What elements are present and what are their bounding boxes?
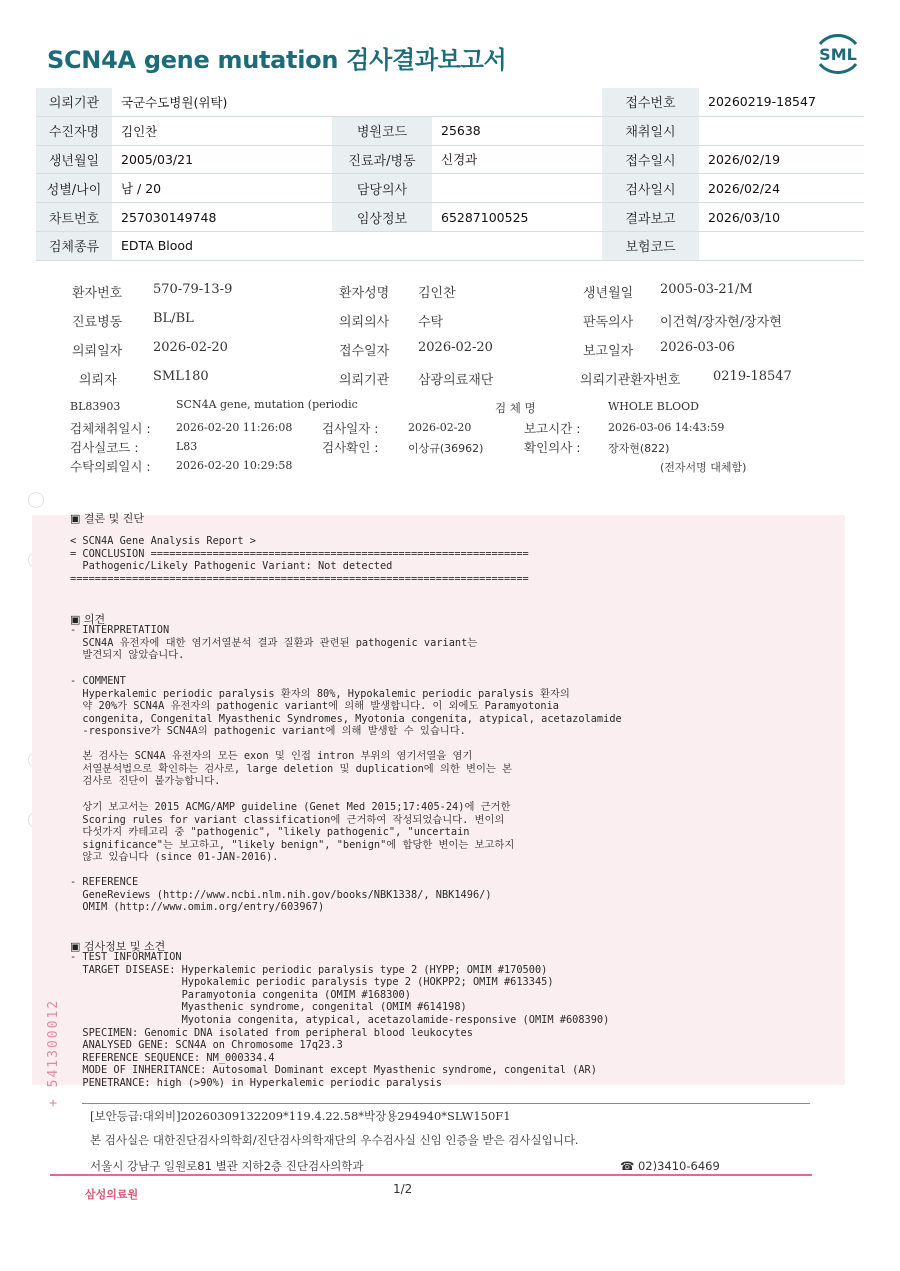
- header-row: [36, 203, 864, 232]
- report-line: - COMMENT: [70, 675, 126, 687]
- header-value: 2026/03/10: [699, 203, 864, 231]
- comment-method-block: [70, 750, 512, 788]
- report-line: SPECIMEN: Genomic DNA isolated from peripheral blood leukocytes: [70, 1026, 473, 1039]
- sample-value: 장자현(822): [608, 442, 670, 455]
- header-value: 국군수도병원(위탁): [112, 88, 602, 116]
- header-row: [36, 232, 864, 261]
- header-row: [36, 146, 864, 175]
- patient-value: 2005-03-21/M: [660, 282, 753, 297]
- report-line: Pathogenic/Likely Pathogenic Variant: Not detected: [70, 560, 393, 573]
- header-label: 차트번호: [36, 203, 112, 231]
- footer-brand: 삼성의료원: [85, 1188, 139, 1201]
- patient-label: 환자성명: [339, 286, 390, 301]
- section-heading: ▣ 결론 및 진단: [70, 512, 145, 525]
- report-line: Myasthenic syndrome, congenital (OMIM #614198): [70, 1001, 467, 1014]
- report-line: TARGET DISEASE: Hyperkalemic periodic paralysis type 2 (HYPP; OMIM #170500): [70, 963, 548, 976]
- report-line: Paramyotonia congenita (OMIM #168300): [70, 988, 411, 1001]
- patient-label: 보고일자: [583, 344, 634, 359]
- test-name: SCN4A gene, mutation (periodic: [176, 398, 358, 411]
- patient-label: 의뢰기관: [339, 373, 390, 388]
- header-table: [36, 88, 864, 261]
- report-line: - TEST INFORMATION: [70, 951, 182, 963]
- patient-value: 570-79-13-9: [153, 282, 233, 297]
- specimen-value: WHOLE BLOOD: [608, 400, 699, 413]
- report-line: ANALYSED GENE: SCN4A on Chromosome 17q23.3: [70, 1039, 343, 1052]
- section-heading: ▣ 검사정보 및 소견: [70, 940, 166, 953]
- patient-value: 2026-03-06: [660, 340, 735, 355]
- report-line: SCN4A 유전자에 대한 염기서열분석 결과 질환과 관련된 pathogenic variant는: [70, 636, 478, 649]
- sample-value: 2026-02-20: [408, 421, 472, 434]
- sample-value: 2026-02-20 10:29:58: [176, 459, 293, 472]
- sample-label: 검체채취일시 :: [70, 421, 151, 436]
- report-line: 상기 보고서는 2015 ACMG/AMP guideline (Genet Med 2015;17:405-24)에 근거한: [70, 801, 511, 813]
- header-value: 20260219-18547: [699, 88, 864, 116]
- punch-hole: [28, 492, 44, 508]
- header-label: 채취일시: [602, 117, 699, 145]
- comment-guideline-block: [70, 801, 514, 864]
- report-line: - INTERPRETATION: [70, 624, 170, 636]
- report-line: MODE OF INHERITANCE: Autosomal Dominant except Myasthenic syndrome, congenital (AR): [70, 1064, 597, 1077]
- header-value: EDTA Blood: [112, 232, 602, 260]
- patient-value: 0219-18547: [713, 369, 792, 384]
- header-row: [36, 88, 864, 117]
- header-value: 2026/02/24: [699, 174, 864, 202]
- header-value: [699, 232, 864, 260]
- header-label: 검체종류: [36, 232, 112, 260]
- report-line: 다섯가지 카테고리 중 "pathogenic", "likely pathogenic", "uncertain: [70, 826, 470, 839]
- sample-value: 2026-03-06 14:43:59: [608, 421, 725, 434]
- patient-label: 환자번호: [72, 286, 123, 301]
- side-serial-number: + 541300012: [46, 998, 61, 1107]
- report-line: 발견되지 않았습니다.: [70, 649, 185, 662]
- patient-label: 의뢰자: [79, 373, 117, 388]
- conclusion-block: [70, 535, 529, 585]
- section-heading: ▣ 의견: [70, 613, 106, 626]
- report-line: 검사로 진단이 불가능합니다.: [70, 775, 221, 788]
- patient-label: 진료병동: [72, 315, 123, 330]
- interpretation-block: [70, 624, 477, 662]
- reference-block: [70, 876, 492, 914]
- header-label: 진료과/병동: [332, 146, 432, 174]
- report-line: Scoring rules for variant classification에 근거하여 작성되었습니다. 변이의: [70, 813, 505, 826]
- header-value: 25638: [432, 117, 602, 145]
- specimen-label: 검 체 명: [495, 401, 536, 415]
- sample-label: 검사일자 :: [322, 421, 379, 436]
- header-row: [36, 117, 864, 146]
- report-line: 않고 있습니다 (since 01-JAN-2016).: [70, 851, 279, 864]
- patient-value: 수탁: [418, 315, 444, 330]
- header-value: 2026/02/19: [699, 146, 864, 174]
- header-label: 의뢰기관: [36, 88, 112, 116]
- header-value: 257030149748: [112, 203, 332, 231]
- report-line: < SCN4A Gene Analysis Report >: [70, 535, 256, 547]
- sample-label: 검사실코드 :: [70, 440, 139, 455]
- report-line: OMIM (http://www.omim.org/entry/603967): [70, 901, 325, 914]
- sample-label: 검사확인 :: [322, 440, 379, 455]
- header-value: 남 / 20: [112, 174, 332, 202]
- report-line: Hyperkalemic periodic paralysis 환자의 80%, Hypokalemic periodic paralysis 환자의: [70, 687, 570, 700]
- patient-value: 이건혁/장자현/장자현: [660, 315, 782, 330]
- certification-statement: 본 검사실은 대한진단검사의학회/진단검사의학재단의 우수검사실 신임 인증을 받은 검사실입니다.: [90, 1133, 579, 1147]
- header-value: 신경과: [432, 146, 602, 174]
- header-label: 성별/나이: [36, 174, 112, 202]
- patient-value: 2026-02-20: [418, 340, 493, 355]
- header-row: [36, 174, 864, 203]
- patient-label: 의뢰기관환자번호: [580, 373, 681, 388]
- header-value: [699, 117, 864, 145]
- report-line: - REFERENCE: [70, 876, 139, 888]
- sample-value: L83: [176, 440, 198, 453]
- logo-text: SML: [819, 45, 857, 64]
- lab-phone: ☎ 02)3410-6469: [620, 1159, 720, 1173]
- header-label: 검사일시: [602, 174, 699, 202]
- report-line: Myotonia congenita, atypical, acetazolamide-responsive (OMIM #608390): [70, 1013, 610, 1026]
- patient-value: 김인찬: [418, 286, 456, 301]
- patient-value: SML180: [153, 369, 209, 384]
- page-number: 1/2: [393, 1182, 413, 1196]
- comment-block: [70, 675, 622, 738]
- report-line: -responsive가 SCN4A의 pathogenic variant에 의해 발생할 수 있습니다.: [70, 725, 466, 738]
- header-label: 임상정보: [332, 203, 432, 231]
- report-line: REFERENCE SEQUENCE: NM_000334.4: [70, 1051, 275, 1064]
- patient-value: 2026-02-20: [153, 340, 228, 355]
- report-line: Hypokalemic periodic paralysis type 2 (HOKPP2; OMIM #613345): [70, 976, 554, 989]
- header-label: 접수일시: [602, 146, 699, 174]
- patient-label: 생년월일: [583, 286, 634, 301]
- footer-pink-divider: [50, 1174, 812, 1176]
- header-label: 담당의사: [332, 174, 432, 202]
- test-information-block: [70, 951, 609, 1090]
- sample-code: BL83903: [70, 400, 121, 413]
- sample-value: 2026-02-20 11:26:08: [176, 421, 293, 434]
- patient-label: 의뢰의사: [339, 315, 390, 330]
- header-label: 결과보고: [602, 203, 699, 231]
- header-value: [432, 174, 602, 202]
- security-line: [보안등급:대외비]20260309132209*119.4.22.58*박장용294940*SLW150F1: [90, 1109, 511, 1123]
- report-line: congenita, Congenital Myasthenic Syndromes, Myotonia congenita, atypical, acetazolamide: [70, 712, 622, 725]
- report-line: PENETRANCE: high (>90%) in Hyperkalemic periodic paralysis: [70, 1076, 442, 1089]
- header-label: 보험코드: [602, 232, 699, 260]
- header-label: 접수번호: [602, 88, 699, 116]
- header-value: 2005/03/21: [112, 146, 332, 174]
- sml-logo: [812, 30, 864, 74]
- patient-value: 삼광의료재단: [418, 373, 494, 388]
- report-line: significance"는 보고하고, "likely benign", "benign"에 합당한 변이는 보고하지: [70, 838, 515, 851]
- report-line: GeneReviews (http://www.ncbi.nlm.nih.gov/books/NBK1338/, NBK1496/): [70, 888, 492, 901]
- sample-label: 수탁의뢰일시 :: [70, 459, 151, 474]
- report-line: 서열분석법으로 확인하는 검사로, large deletion 및 duplication에 의한 변이는 본: [70, 762, 513, 775]
- header-value: 김인찬: [112, 117, 332, 145]
- header-label: 생년월일: [36, 146, 112, 174]
- patient-label: 판독의사: [583, 315, 634, 330]
- header-label: 수진자명: [36, 117, 112, 145]
- security-divider: [82, 1103, 810, 1104]
- sample-label: 확인의사 :: [524, 440, 581, 455]
- report-line: = CONCLUSION =============================================================: [70, 547, 529, 560]
- sample-label: 보고시간 :: [524, 421, 581, 436]
- patient-label: 의뢰일자: [72, 344, 123, 359]
- header-value: 65287100525: [432, 203, 602, 231]
- lab-address: 서울시 강남구 일원로81 별관 지하2층 진단검사의학과: [90, 1159, 364, 1173]
- esign-note: (전자서명 대체함): [660, 461, 747, 474]
- report-title: SCN4A gene mutation 검사결과보고서: [47, 46, 507, 74]
- patient-label: 접수일자: [339, 344, 390, 359]
- report-line: 본 검사는 SCN4A 유전자의 모든 exon 및 인접 intron 부위의 염기서열을 염기: [70, 750, 473, 762]
- sample-value: 이상규(36962): [408, 442, 484, 455]
- report-line: 약 20%가 SCN4A 유전자의 pathogenic variant에 의해 발생합니다. 이 외에도 Paramyotonia: [70, 700, 560, 713]
- header-label: 병원코드: [332, 117, 432, 145]
- report-line: ==========================================================================: [70, 572, 529, 585]
- patient-value: BL/BL: [153, 311, 194, 326]
- scanned-report: [0, 262, 900, 1271]
